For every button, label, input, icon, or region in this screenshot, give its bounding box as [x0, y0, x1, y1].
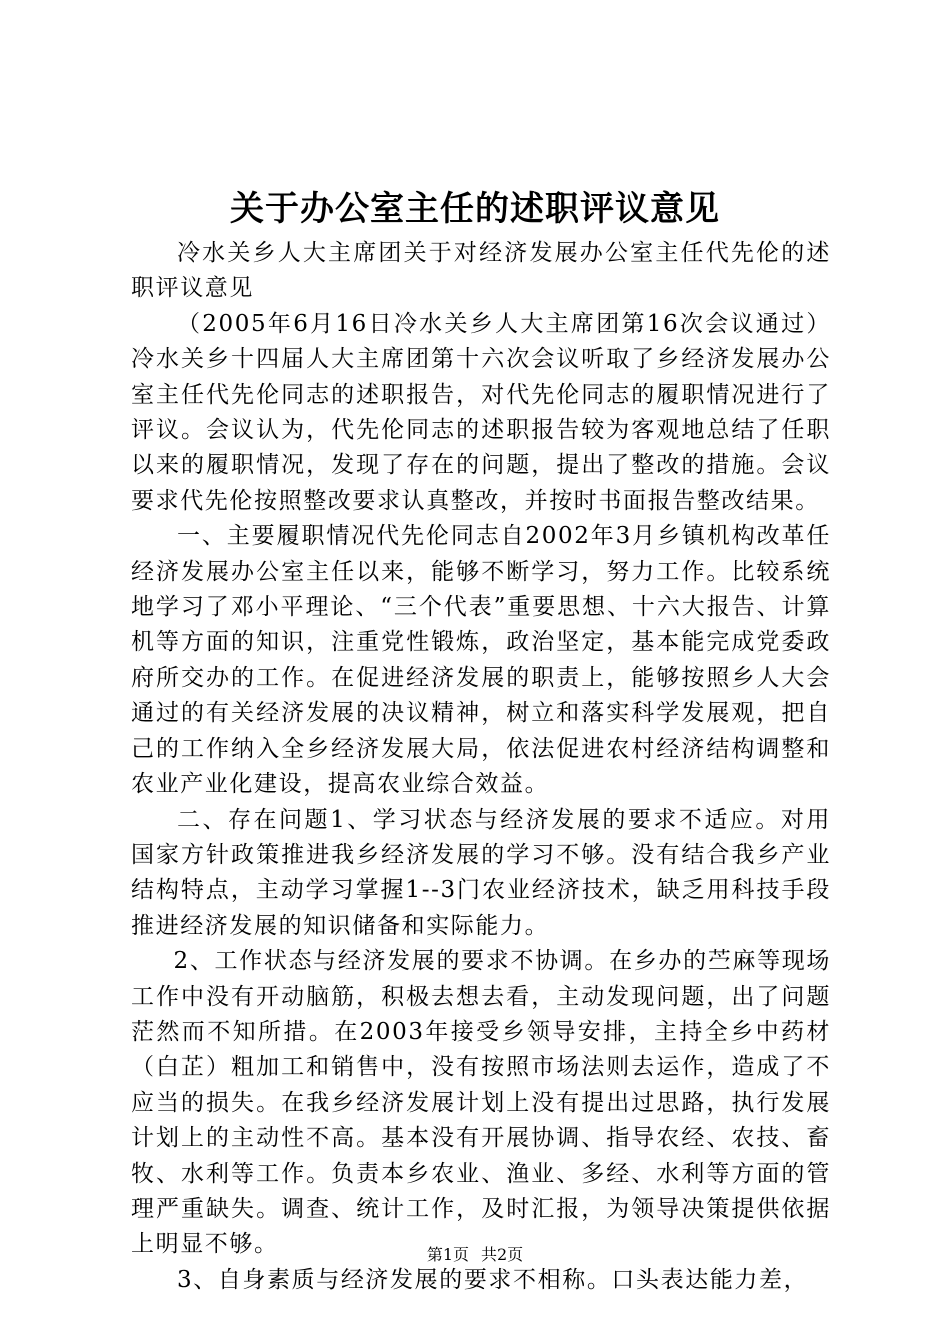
page-number: 第1页 [426, 1245, 469, 1264]
paragraph-main-duties: 一、主要履职情况代先伦同志自2002年3月乡镇机构改革任经济发展办公室主任以来，能够不断学习，努力工作。比较系统地学习了邓小平理论、“三个代表”重要思想、十六大报告、计算机等方面的知识，注重党性锻炼，政治坚定，基本能完成党委政府所交办的工作。在促进经济发展的职责上，能够按照乡人大会通过的有关经济发展的决议精神，树立和落实科学发展观，把自己的工作纳入全乡经济发展大局，依法促进农村经济结构调整和农业产业化建设，提高农业综合效益。 [131, 523, 831, 798]
document-body [131, 236, 831, 1298]
document-title: 关于办公室主任的述职评议意见 [230, 189, 720, 229]
paragraph-problems-work: 2、工作状态与经济发展的要求不协调。在乡办的苎麻等现场工作中没有开动脑筋，积极去想去看，主动发现问题，出了问题茫然而不知所措。在2003年接受乡领导安排，主持全乡中药材（白芷）粗加工和销售中，没有按照市场法则去运作，造成了不应当的损失。在我乡经济发展计划上没有提出过思路，执行发展计划上的主动性不高。基本没有开展协调、指导农经、农技、畜牧、水利等工作。负责本乡农业、渔业、多经、水利等方面的管理严重缺失。调查、统计工作，及时汇报，为领导决策提供依据上明显不够。 [131, 948, 831, 1258]
paragraph-problems-quality: 3、自身素质与经济发展的要求不相称。口头表达能力差， [177, 1266, 809, 1293]
paragraph-heading-line: 冷水关乡人大主席团关于对经济发展办公室主任代先伦的述职评议意见 [131, 240, 831, 302]
page-footer [0, 1245, 950, 1265]
page-total: 共2页 [481, 1245, 524, 1264]
paragraph-meeting-summary: （2005年6月16日冷水关乡人大主席团第16次会议通过）冷水关乡十四届人大主席团第十六次会议听取了乡经济发展办公室主任代先伦同志的述职报告，对代先伦同志的履职情况进行了评议。会议认为，代先伦同志的述职报告较为客观地总结了任职以来的履职情况，发现了存在的问题，提出了整改的措施。会议要求代先伦按照整改要求认真整改，并按时书面报告整改结果。 [131, 310, 831, 514]
paragraph-problems-learning: 二、存在问题1、学习状态与经济发展的要求不适应。对用国家方针政策推进我乡经济发展的学习不够。没有结合我乡产业结构特点，主动学习掌握1--3门农业经济技术，缺乏用科技手段推进经济发展的知识储备和实际能力。 [131, 806, 831, 939]
